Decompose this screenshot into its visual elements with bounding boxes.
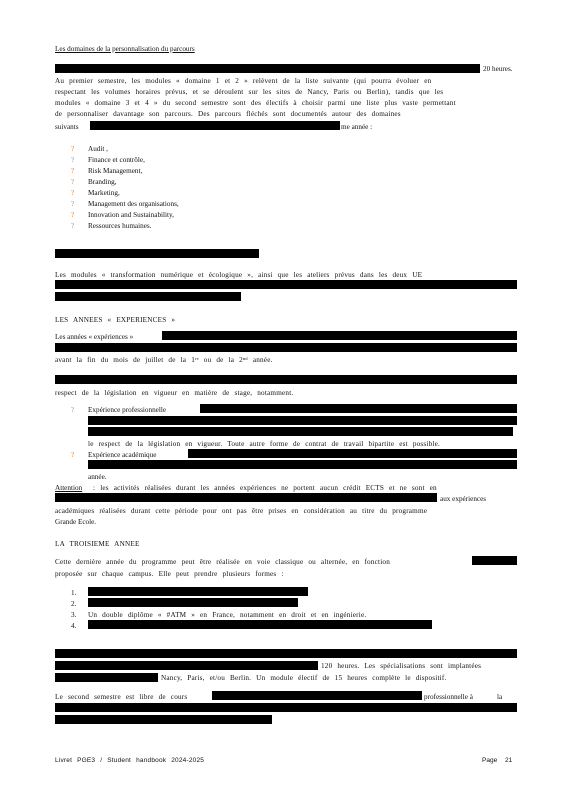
redaction-bar (162, 331, 517, 340)
list-item: Risk Management, (88, 167, 143, 175)
bullet-icon: ? (71, 200, 75, 208)
redaction-bar (88, 620, 432, 629)
list-item: Branding, (88, 178, 117, 186)
list-item: Audit , (88, 145, 108, 153)
list-item: Ressources humaines. (88, 222, 152, 230)
text-line: professionnelle à (424, 693, 473, 701)
bullet-icon: ? (71, 167, 75, 175)
bullet-icon: ? (71, 178, 75, 186)
text-line: suivants (55, 123, 79, 131)
bullet-icon: ? (71, 189, 75, 197)
bullet-icon: ? (71, 145, 75, 153)
text-line: 20 heures. (483, 65, 513, 73)
text-line: Nancy, Paris, et/ou Berlin. Un module électif de 15 heures complète le dispositif. (161, 674, 447, 682)
text-line: de personnaliser davantage son parcours. Des parcours fléchés sont documentés autour des domaines (55, 110, 401, 118)
bullet-icon: ? (71, 222, 75, 230)
text-line: Les années « expériences » (55, 333, 134, 341)
text-line: le respect de la législation en vigueur. Toute autre forme de contrat de travail bipartite est possible. (88, 440, 440, 448)
redaction-bar (55, 343, 517, 352)
list-number: 1. (71, 589, 77, 597)
list-item: Un double diplôme « #ATM » en France, notamment en droit et en ingénierie. (88, 611, 367, 619)
section-heading-third-year: LA TROISIEME ANNEE (55, 540, 140, 548)
redaction-bar (55, 649, 517, 658)
text-line: respectant les volumes horaires prévus, et se déroulent sur les sites de Nancy, Paris ou Berlin), tandis que les (55, 88, 444, 96)
redaction-bar (55, 280, 517, 289)
redaction-bar (200, 404, 517, 413)
experience-academic-label: Expérience académique (88, 451, 157, 459)
redaction-bar (90, 121, 340, 130)
text-line: avant la fin du mois de juillet de la 1ʳᵉ ou de la 2ⁿᵈ année. (55, 356, 273, 364)
attention-label: Attention (55, 484, 83, 492)
list-item: Finance et contrôle, (88, 156, 145, 164)
text-line: proposée sur chaque campus. Elle peut prendre plusieurs formes : (55, 570, 284, 578)
text-line: aux expériences (440, 495, 487, 503)
text-line: Le second semestre est libre de cours (55, 693, 188, 701)
redaction-bar (188, 449, 517, 458)
redaction-bar (55, 673, 158, 682)
bullet-icon: ? (71, 211, 75, 219)
redaction-bar (55, 249, 259, 258)
redaction-bar (55, 493, 437, 502)
text-line: : les activités réalisées durant les années expériences ne portent aucun crédit ECTS et ne sont en (93, 484, 437, 492)
list-item: Innovation and Sustainability, (88, 211, 174, 219)
redaction-bar (55, 292, 241, 301)
redaction-bar (212, 691, 422, 700)
bullet-icon: ? (71, 406, 75, 414)
text-line: Au premier semestre, les modules « domaine 1 et 2 » relèvent de la liste suivante (qui pourra évoluer en (55, 77, 432, 85)
redaction-bar (55, 64, 480, 73)
text-line: Les modules « transformation numérique et écologique », ainsi que les ateliers prévus dans les deux UE (55, 271, 423, 279)
text-line: respect de la législation en vigueur en matière de stage, notamment. (55, 389, 294, 397)
experience-pro-label: Expérience professionnelle (88, 406, 167, 414)
redaction-bar (88, 460, 517, 469)
text-line: modules « domaine 3 et 4 » du second semestre sont des électifs à choisir parmi une liste plus vaste permettant (55, 99, 456, 107)
text-line: Grande Ecole. (55, 518, 97, 526)
redaction-bar (55, 715, 272, 724)
redaction-bar (88, 416, 517, 425)
list-number: 3. (71, 611, 77, 619)
redaction-bar (55, 703, 517, 712)
redaction-bar (472, 556, 517, 565)
redaction-bar (88, 598, 298, 607)
text-line: me année : (341, 123, 373, 131)
bullet-icon: ? (71, 451, 75, 459)
redaction-bar (55, 375, 517, 384)
bullet-icon: ? (71, 156, 75, 164)
footer-title: Livret PGE3 / Student handbook 2024-2025 (55, 757, 205, 764)
text-line: 120 heures. Les spécialisations sont implantées (321, 662, 482, 670)
list-number: 2. (71, 600, 77, 608)
section-heading-domains: Les domaines de la personnalisation du parcours (55, 45, 195, 53)
list-item: Marketing, (88, 189, 120, 197)
section-heading-experiences: LES ANNEES « EXPERIENCES » (55, 316, 176, 324)
list-item: Management des organisations, (88, 200, 179, 208)
redaction-bar (55, 661, 318, 670)
text-line: année. (88, 473, 107, 481)
page-number: Page 21 (482, 757, 513, 764)
redaction-bar (88, 427, 513, 436)
text-line: Cette dernière année du programme peut être réalisée en voie classique ou alternée, en fonction (55, 558, 390, 566)
list-number: 4. (71, 622, 77, 630)
redaction-bar (88, 587, 308, 596)
text-line: la (497, 693, 503, 701)
text-line: académiques réalisées durant cette période pour ont pas être prises en considération au titre du programme (55, 507, 428, 515)
